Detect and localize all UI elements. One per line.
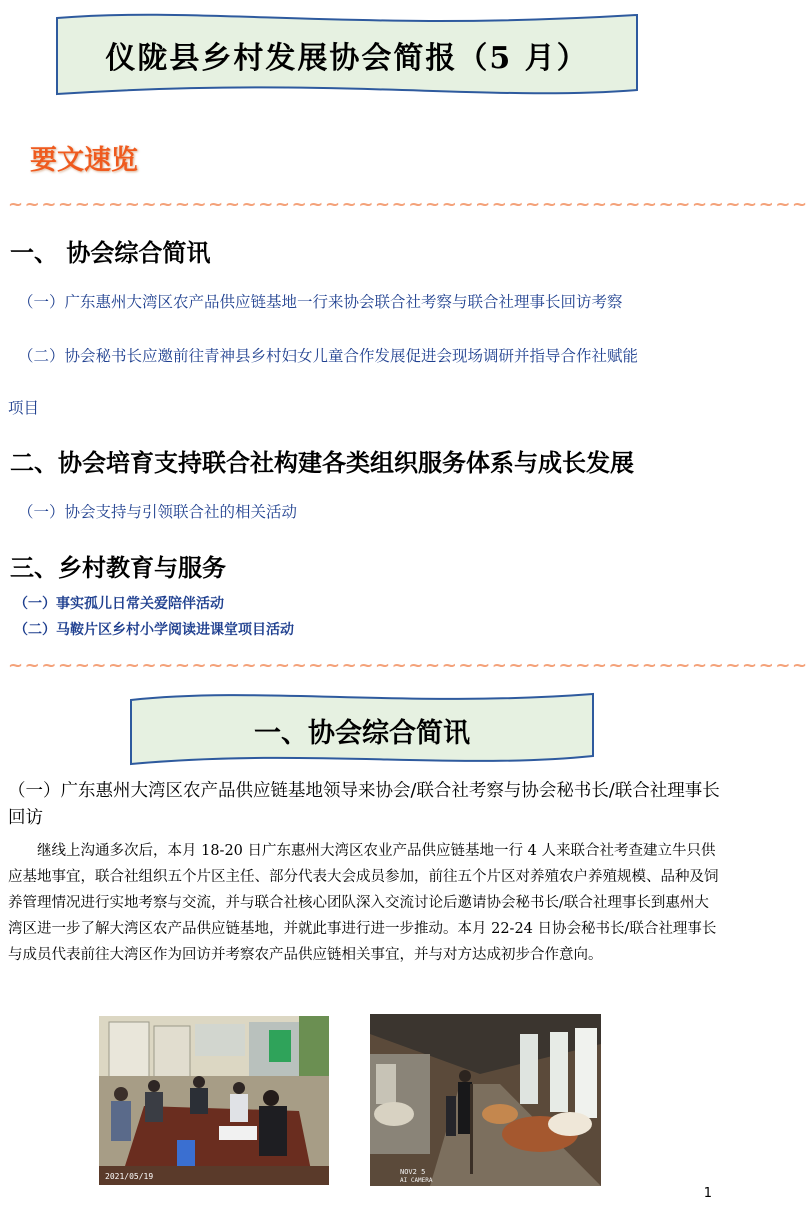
toc-link[interactable]: （一）广东惠州大湾区农产品供应链基地一行来协会联合社考察与联合社理事长回访考察 [18, 293, 623, 311]
meeting-photo [99, 1016, 329, 1185]
cattle-barn-photo [370, 1014, 601, 1186]
photo-timestamp: 2021/05/19 [105, 1172, 154, 1181]
toc-section-3-title: 三、乡村教育与服务 [10, 554, 226, 582]
toc-link[interactable]: （二）马鞍片区乡村小学阅读进课堂项目活动 [14, 622, 294, 638]
wave-divider: ~~~~~~~~~~~~~~~~~~~~~~~~~~~~~~~~~~~~~~~~~~~~~~~~ [8, 194, 809, 215]
article-subheading: （一）广东惠州大湾区农产品供应链基地领导来协会/联合社考察与协会秘书长/联合社理事长回访 [8, 781, 720, 828]
toc-link-continuation[interactable]: 项目 [8, 399, 40, 417]
page-number: 1 [703, 1186, 712, 1201]
photo-timestamp: NOV2 5 [400, 1168, 426, 1176]
toc-link[interactable]: （一）事实孤儿日常关爱陪伴活动 [14, 596, 224, 612]
photo-watermark: AI CAMERA [400, 1177, 433, 1184]
section-banner [128, 690, 596, 770]
wave-divider: ~~~~~~~~~~~~~~~~~~~~~~~~~~~~~~~~~~~~~~~~~~~~~~~~ [8, 655, 809, 676]
toc-link[interactable]: （一）协会支持与引领联合社的相关活动 [18, 503, 298, 521]
article-paragraph: 继线上沟通多次后，本月 18-20 日广东惠州大湾区农业产品供应链基地一行 4 人来联合社考查建立牛只供应基地事宜，联合社组织五个片区主任、部分代表大会成员参加，前往五个片区对养殖农户养殖规模、品种及饲养管理情况进行实地考察与交流，并与联合社核心团队深入交流讨论后邀请协会秘书长/联合社理事长到惠州大湾区进一步了解大湾区农产品供应链基地，并就此事进行进一步推动。本月 22-24 日协会秘书长/联合社理事长与成员代表前往大湾区作为回访并考察农产品供应链相关事宜，并与对方达成初步合作意向。 [8, 843, 719, 963]
title-banner [54, 12, 640, 98]
page-title: 仪陇县乡村发展协会简报（5 月） [105, 41, 589, 76]
toc-section-1-title: 一、 协会综合简讯 [10, 239, 211, 267]
toc-heading: 要文速览 [30, 145, 138, 176]
section-title: 一、协会综合简讯 [254, 717, 470, 749]
toc-link[interactable]: （二）协会秘书长应邀前往青神县乡村妇女儿童合作发展促进会现场调研并指导合作社赋能 [18, 347, 639, 365]
toc-section-2-title: 二、协会培育支持联合社构建各类组织服务体系与成长发展 [10, 449, 634, 477]
